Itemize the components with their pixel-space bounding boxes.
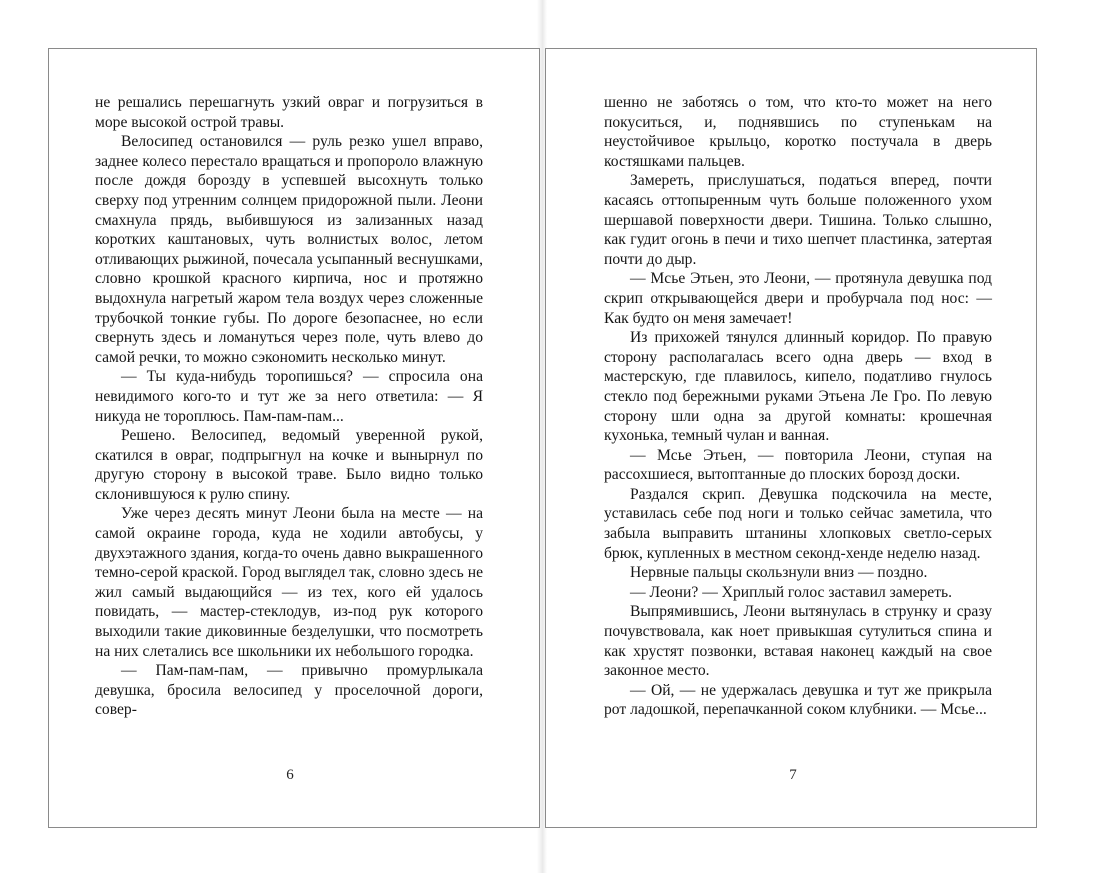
- paragraph: Уже через десять минут Леони была на месте — на самой окраине города, куда не ходили автобусы, у двухэтажного здания, когда-то очень давно выкрашенного темно-серой краской. Город выглядел так, словно здесь не жил самый выдающийся — из тех, кого ей удалось повидать, — мастер-стеклодув, из-под рук которого выходили такие диковинные безделушки, что посмотреть на них слетались все школьники их небольшого городка.: [95, 505, 483, 660]
- paragraph: — Мсье Этьен, — повторила Леони, ступая на рассохшиеся, вытоптанные до плоских борозд доски.: [604, 446, 992, 484]
- left-page-text: [95, 93, 483, 720]
- paragraph: Нервные пальцы скользнули вниз — поздно.: [630, 564, 928, 582]
- paragraph: — Ой, — не удержалась девушка и тут же прикрыла рот ладошкой, перепачканной соком клубники. — Мсье...: [604, 681, 992, 719]
- paragraph: — Мсье Этьен, это Леони, — протянула девушка под скрип открывающейся двери и пробурчала под нос: — Как будто он меня замечает!: [604, 270, 992, 327]
- paragraph: Велосипед остановился — руль резко ушел вправо, заднее колесо перестало вращаться и пропороло влажную после дождя борозду в успевшей высохнуть только сверху под утренним солнцем придорожной пыли. Леони смахнула прядь, выбившуюся из зализанных назад коротких каштановых, чуть волнистых волос, летом отливающих рыжиной, почесала усыпанный веснушками, словно крошкой красного кирпича, нос и протяжно выдохнула нагретый жаром тела воздух через сложенные трубочкой тонкие губы. По дороге безопаснее, но если свернуть здесь и ломануться через поле, чуть влево до самой речки, то можно сэкономить несколько минут.: [95, 133, 483, 366]
- page-number: 7: [789, 767, 797, 783]
- right-page: [545, 48, 1037, 828]
- page-number: 6: [286, 767, 294, 783]
- paragraph: Замереть, прислушаться, податься вперед, почти касаясь оттопыренным чуть больше положенного ухом шершавой поверхности двери. Тишина. Только слышно, как гудит огонь в печи и тихо шепчет пластинка, затертая почти до дыр.: [604, 172, 992, 268]
- right-page-text: [604, 93, 992, 720]
- paragraph: Решено. Велосипед, ведомый уверенной рукой, скатился в овраг, подпрыгнул на кочке и вынырнул по другую сторону в высокой траве. Было видно только склонившуюся к рулю спину.: [95, 427, 483, 503]
- paragraph: — Леони? — Хриплый голос заставил замереть.: [630, 583, 953, 601]
- paragraph: шенно не заботясь о том, что кто-то может на него покуситься, и, поднявшись по ступенькам на неустойчивое крыльцо, коротко постучала в дверь костяшками пальцев.: [604, 94, 992, 170]
- left-page: [48, 48, 540, 828]
- paragraph: Выпрямившись, Леони вытянулась в струнку и сразу почувствовала, как ноет привыкшая сутулиться спина и как хрустят позвонки, вставая наконец каждый на свое законное место.: [604, 603, 992, 680]
- paragraph: Раздался скрип. Девушка подскочила на месте, уставилась себе под ноги и только сейчас заметила, что забыла выправить штанины хлопковых светло-серых брюк, купленных в местном секонд-хенде неделю назад.: [604, 485, 992, 562]
- paragraph: — Пам-пам-пам, — привычно промурлыкала девушка, бросила велосипед у проселочной дороги, совер-: [95, 662, 483, 719]
- paragraph: Из прихожей тянулся длинный коридор. По правую сторону располагалась всего одна дверь — вход в мастерскую, где плавилось, кипело, податливо гнулось стекло под бережными руками Этьена Ле Гро. По левую сторону шли одна за другой комнаты: крошечная кухонька, темный чулан и ванная.: [604, 329, 992, 445]
- paragraph: — Ты куда-нибудь торопишься? — спросила она невидимого кого-то и тут же за него ответила: — Я никуда не тороплюсь. Пам-пам-пам...: [95, 368, 483, 425]
- paragraph: не решались перешагнуть узкий овраг и погрузиться в море высокой острой травы.: [95, 94, 483, 131]
